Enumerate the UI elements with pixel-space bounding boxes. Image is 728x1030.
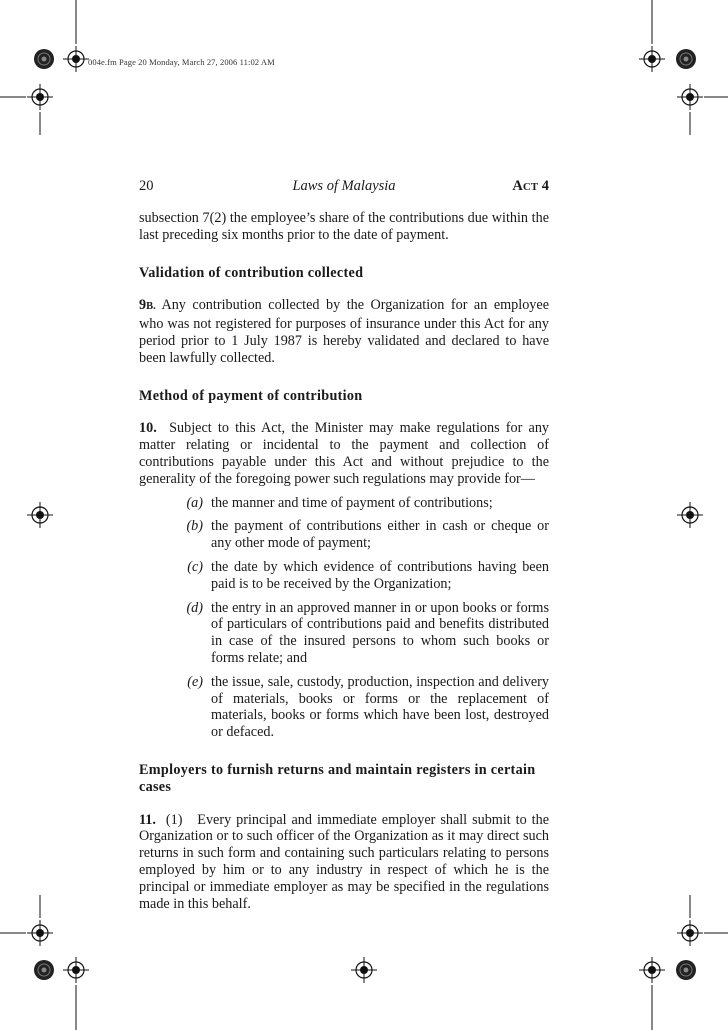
item-label: (d) [186, 599, 203, 616]
registration-star-icon [676, 960, 696, 980]
act-label-initial: A [512, 178, 523, 194]
page-number: 20 [139, 178, 154, 194]
page-header [139, 178, 549, 198]
item-text: the manner and time of payment of contributions; [211, 494, 493, 511]
section-11-sub: (1) [165, 811, 183, 828]
section-heading-employers: Employers to furnish returns and maintain registers in certain cases [139, 761, 536, 795]
item-text: the entry in an approved manner in or upon books or forms of particulars of contributions paid and benefits distributed in case of the insured persons to whom such books or forms relate; and [211, 599, 549, 666]
act-label [512, 178, 549, 195]
act-label-rest: CT [522, 181, 539, 193]
section-11-text: Every principal and immediate employer shall submit to the Organization or to such officer of the Organization as it may direct such returns in such form and containing such particulars relating to persons employed by him or to any industry in respect of which he is the principal or immediate employer as may be specified in the regulations made in this behalf. [139, 811, 549, 912]
item-label: (a) [186, 494, 203, 511]
intro-paragraph: subsection 7(2) the employee’s share of the contributions due within the last preceding six months prior to the date of payment. [139, 210, 549, 243]
item-label: (e) [187, 673, 203, 690]
section-10-num: 10. [139, 420, 157, 437]
list-item [139, 559, 549, 593]
section-11-num: 11. [139, 811, 156, 828]
section-9b-text: Any contribution collected by the Organization for an employee who was not registered for purposes of insurance under this Act for any period prior to 1 July 1987 is hereby validated and declared to have been lawfully collected. [139, 297, 549, 366]
section-11-paragraph [139, 812, 549, 913]
section-number [139, 297, 156, 313]
registration-star-icon [34, 49, 54, 69]
body-text [139, 210, 549, 912]
section-9b-paragraph [139, 297, 549, 366]
section-10-paragraph [139, 420, 549, 487]
item-text: the payment of contributions either in cash or cheque or any other mode of payment; [211, 518, 549, 552]
list-item [139, 674, 549, 741]
item-text: the issue, sale, custody, production, inspection and delivery of materials, books or forms or the replacement of materials, books or forms which have been lost, destroyed or defaced. [211, 673, 549, 741]
list-item [139, 518, 549, 552]
registration-star-icon [676, 49, 696, 69]
section-heading-method: Method of payment of contribution [139, 387, 363, 404]
item-text: the date by which evidence of contributions having been paid is to be received by the Organization; [211, 558, 549, 592]
act-number: 4 [541, 178, 549, 194]
list-item [139, 600, 549, 667]
section-10-text: Subject to this Act, the Minister may make regulations for any matter relating or incidental to the payment and collection of contributions payable under this Act and without prejudice to the generality of the foregoing power such regulations may provide for— [139, 420, 550, 487]
file-slug: 004e.fm Page 20 Monday, March 27, 2006 11:02 AM [88, 57, 275, 67]
item-label: (c) [187, 558, 203, 575]
section-9b-num: 9 [139, 297, 147, 314]
item-label: (b) [186, 518, 203, 535]
running-title: Laws of Malaysia [292, 178, 396, 194]
section-9b-suffix: B. [146, 301, 156, 313]
registration-star-icon [34, 960, 54, 980]
list-item [139, 495, 549, 512]
section-heading-validation: Validation of contribution collected [139, 264, 364, 281]
